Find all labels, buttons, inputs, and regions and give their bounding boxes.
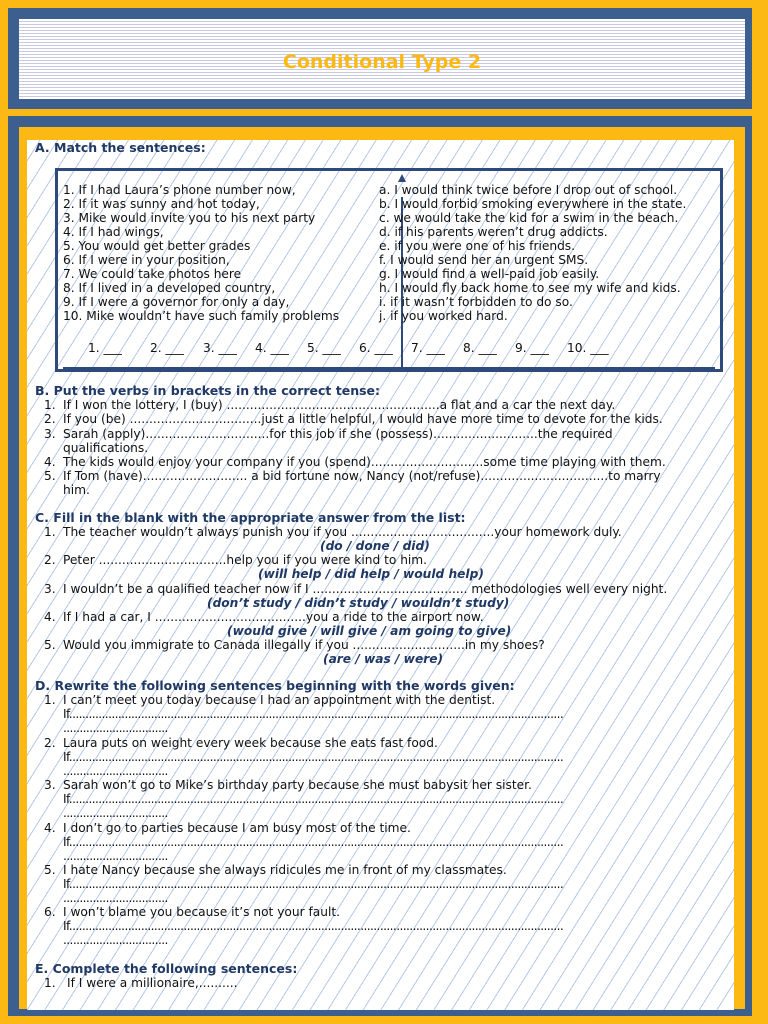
match-right-item: f. I would send her an urgent SMS. — [379, 253, 589, 267]
exercise-sentence: If I had a car, I .......................................you a ride to the airport now. — [63, 610, 484, 624]
match-left-item: 4. If I had wings, — [63, 225, 164, 239]
answer-options: (would give / will give / am going to give) — [227, 624, 512, 638]
match-right-item: b. I would forbid smoking everywhere in the state. — [379, 197, 687, 211]
exercise-sentence: qualifications. — [63, 441, 149, 455]
section-c-heading: C. Fill in the blank with the appropriate answer from the list: — [35, 510, 466, 525]
exercise-sentence: If I were a millionaire,.......... — [67, 976, 238, 990]
answer-line-if[interactable]: If....................................................................................................................................................... — [63, 750, 564, 764]
exercise-sentence: I hate Nancy because she always ridicules me in front of my classmates. — [63, 863, 507, 877]
item-number: 2. — [44, 553, 56, 567]
answer-blank[interactable]: 3. ___ — [203, 341, 237, 355]
exercise-sentence: If you (be) ..................................just a little helpful, I would have more time to devote for the kids. — [63, 412, 663, 426]
match-right-item: c. we would take the kid for a swim in the beach. — [379, 211, 679, 225]
exercise-sentence: I can’t meet you today because I had an appointment with the dentist. — [63, 693, 496, 707]
answer-blank[interactable]: 5. ___ — [307, 341, 341, 355]
match-left-item: 7. We could take photos here — [63, 267, 242, 281]
answer-blank[interactable]: 6. ___ — [359, 341, 393, 355]
exercise-sentence: I don’t go to parties because I am busy most of the time. — [63, 821, 411, 835]
exercise-sentence: If I won the lottery, I (buy) .......................................................a flat and a car the next day. — [63, 398, 616, 412]
item-number: 4. — [44, 610, 56, 624]
answer-blank[interactable]: 8. ___ — [463, 341, 497, 355]
item-number: 6. — [44, 905, 56, 919]
answer-options: (do / done / did) — [320, 539, 430, 553]
match-right-item: d. if his parents weren’t drug addicts. — [379, 225, 608, 239]
match-left-item: 6. If I were in your position, — [63, 253, 230, 267]
item-number: 1. — [44, 693, 56, 707]
title-banner — [19, 19, 745, 99]
worksheet-body — [27, 140, 734, 1010]
item-number: 1. — [44, 398, 56, 412]
answer-line — [63, 367, 715, 369]
item-number: 4. — [44, 821, 56, 835]
arrow-marker — [398, 174, 406, 182]
item-number: 5. — [44, 469, 56, 483]
answer-line-cont[interactable]: ................................ — [63, 721, 168, 735]
answer-line-cont[interactable]: ................................ — [63, 891, 168, 905]
item-number: 2. — [44, 412, 56, 426]
match-right-item: h. I would fly back home to see my wife and kids. — [379, 281, 681, 295]
answer-blank[interactable]: 1. ___ — [88, 341, 122, 355]
answer-line-if[interactable]: If....................................................................................................................................................... — [63, 792, 564, 806]
answer-line-if[interactable]: If....................................................................................................................................................... — [63, 835, 564, 849]
match-left-item: 9. If I were a governor for only a day, — [63, 295, 290, 309]
answer-blank[interactable]: 4. ___ — [255, 341, 289, 355]
answer-blank[interactable]: 9. ___ — [515, 341, 549, 355]
match-left-item: 10. Mike wouldn’t have such family problems — [63, 309, 340, 323]
item-number: 1. — [44, 976, 56, 990]
exercise-sentence: Sarah (apply)................................for this job if she (possess)...........................the required — [63, 427, 613, 441]
exercise-sentence: Sarah won’t go to Mike’s birthday party because she must babysit her sister. — [63, 778, 532, 792]
match-right-item: j. if you worked hard. — [379, 309, 508, 323]
item-number: 3. — [44, 778, 56, 792]
item-number: 5. — [44, 638, 56, 652]
answer-options: (don’t study / didn’t study / wouldn’t study) — [207, 596, 510, 610]
match-right-item: g. I would find a well-paid job easily. — [379, 267, 600, 281]
exercise-sentence: Peter .................................help you if you were kind to him. — [63, 553, 428, 567]
item-number: 1. — [44, 525, 56, 539]
answer-line-cont[interactable]: ................................ — [63, 933, 168, 947]
exercise-sentence: I wouldn’t be a qualified teacher now if I ........................................ methodologies well every night. — [63, 582, 668, 596]
exercise-sentence: The kids would enjoy your company if you (spend).............................some time playing with them. — [63, 455, 666, 469]
answer-line-cont[interactable]: ................................ — [63, 849, 168, 863]
match-right-item: e. if you were one of his friends. — [379, 239, 576, 253]
item-number: 3. — [44, 582, 56, 596]
exercise-sentence: him. — [63, 483, 90, 497]
exercise-sentence: I won’t blame you because it’s not your fault. — [63, 905, 340, 919]
match-left-item: 8. If I lived in a developed country, — [63, 281, 276, 295]
exercise-sentence: If Tom (have)........................... a bid fortune now, Nancy (not/refuse).................................to marry — [63, 469, 661, 483]
section-a-heading: A. Match the sentences: — [35, 140, 206, 155]
item-number: 4. — [44, 455, 56, 469]
exercise-sentence: Laura puts on weight every week because she eats fast food. — [63, 736, 438, 750]
answer-blank[interactable]: 2. ___ — [150, 341, 184, 355]
match-left-item: 5. You would get better grades — [63, 239, 251, 253]
answer-line-if[interactable]: If....................................................................................................................................................... — [63, 707, 564, 721]
match-left-item: 1. If I had Laura’s phone number now, — [63, 183, 296, 197]
match-right-item: i. if it wasn’t forbidden to do so. — [379, 295, 573, 309]
answer-options: (are / was / were) — [323, 652, 444, 666]
exercise-sentence: The teacher wouldn’t always punish you if you .....................................your homework duly. — [63, 525, 622, 539]
answer-blank[interactable]: 10. ___ — [567, 341, 609, 355]
match-right-item: a. I would think twice before I drop out of school. — [379, 183, 678, 197]
item-number: 3. — [44, 427, 56, 441]
match-left-item: 3. Mike would invite you to his next party — [63, 211, 316, 225]
answer-line-cont[interactable]: ................................ — [63, 764, 168, 778]
answer-options: (will help / did help / would help) — [258, 567, 484, 581]
exercise-sentence: Would you immigrate to Canada illegally if you .............................in my shoes? — [63, 638, 545, 652]
section-d-heading: D. Rewrite the following sentences beginning with the words given: — [35, 678, 515, 693]
item-number: 2. — [44, 736, 56, 750]
page-title: Conditional Type 2 — [282, 51, 482, 73]
section-e-heading: E. Complete the following sentences: — [35, 961, 298, 976]
match-table — [55, 168, 723, 372]
match-left-item: 2. If it was sunny and hot today, — [63, 197, 260, 211]
answer-line-if[interactable]: If....................................................................................................................................................... — [63, 877, 564, 891]
answer-blank[interactable]: 7. ___ — [411, 341, 445, 355]
item-number: 5. — [44, 863, 56, 877]
section-b-heading: B. Put the verbs in brackets in the correct tense: — [35, 383, 381, 398]
answer-line-cont[interactable]: ................................ — [63, 806, 168, 820]
answer-line-if[interactable]: If....................................................................................................................................................... — [63, 919, 564, 933]
